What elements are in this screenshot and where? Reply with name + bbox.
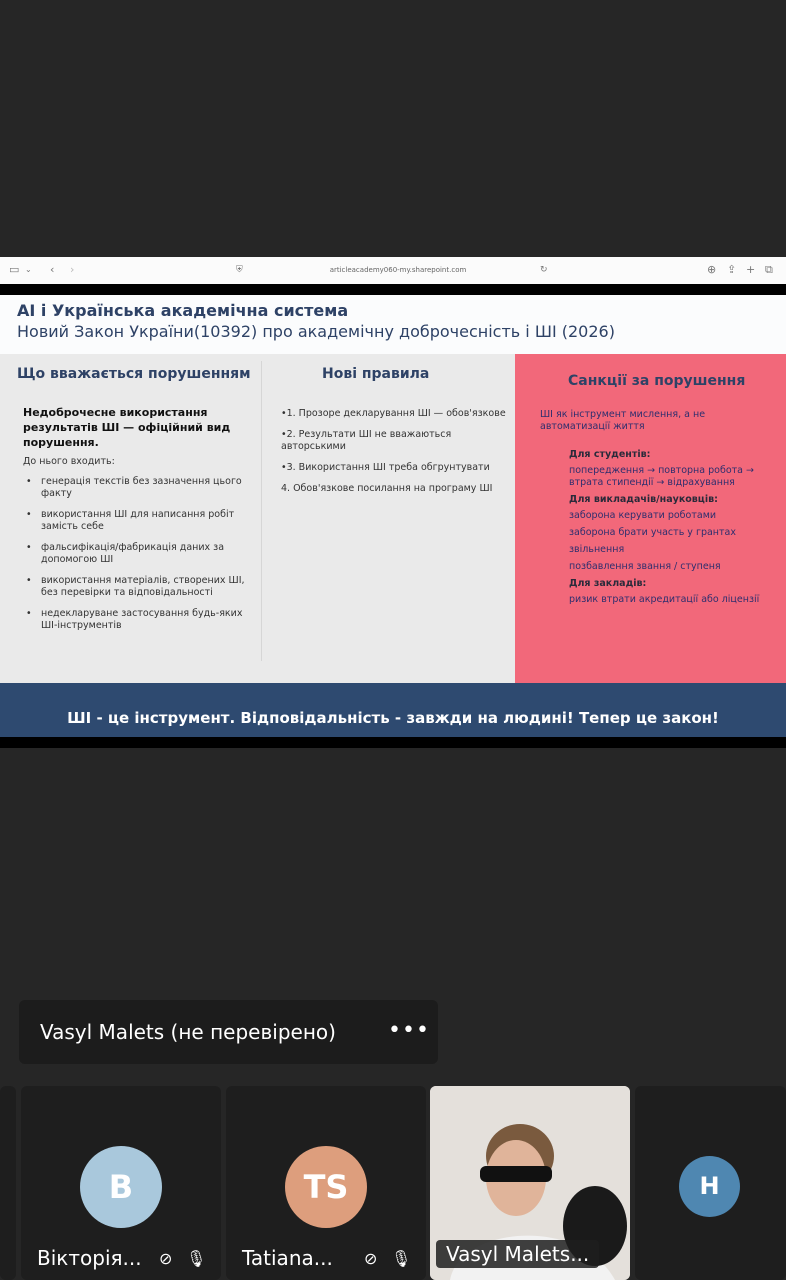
slide-footer-text: ШІ - це інструмент. Відповідальність - завжди на людині! Тепер це закон!	[67, 709, 719, 727]
list-item: •3. Використання ШІ треба обгрунтувати	[281, 462, 490, 473]
avatar: Н	[679, 1156, 740, 1217]
list-item: • використання матеріалів, створених ШІ, без перевірки та відповідальності	[23, 575, 253, 599]
mic-muted-icon: 🎙︎	[186, 1249, 207, 1268]
list-item: •1. Прозоре декларування ШІ — обов'язкове	[281, 408, 506, 419]
list-item: попередження → повторна робота → втрата стипендії → відрахування	[569, 465, 754, 488]
column-divider	[261, 361, 262, 661]
sidebar-icon[interactable]: ▭	[9, 263, 20, 276]
violation-list	[23, 476, 253, 641]
tabs-icon[interactable]: ⧉	[765, 263, 773, 276]
sanctions-list	[569, 449, 769, 611]
camera-off-icon: ⊘	[159, 1249, 173, 1268]
teachers-heading: Для викладачів/науковців:	[569, 494, 718, 505]
camera-off-icon: ⊘	[364, 1249, 378, 1268]
share-icon[interactable]: ⇪	[727, 263, 737, 276]
avatar: В	[80, 1146, 162, 1228]
list-item: ризик втрати акредитації або ліцензії	[569, 594, 760, 605]
sanctions-intro: ШІ як інструмент мислення, а не автоматизації життя	[540, 409, 706, 432]
violation-lead: Недоброчесне використання результатів ШІ — офіційний вид порушення.	[23, 406, 231, 449]
participant-tile-video[interactable]	[430, 1086, 630, 1280]
list-item: • використання ШІ для написання робіт замість себе	[23, 509, 253, 533]
shared-slide	[0, 295, 786, 737]
shield-icon: ⛨	[236, 265, 243, 275]
participant-name: Вікторія...	[37, 1246, 142, 1270]
list-item: звільнення	[569, 544, 625, 555]
students-heading: Для студентів:	[569, 449, 651, 460]
chevron-down-icon[interactable]: ⌄	[25, 265, 32, 274]
participant-tile[interactable]	[635, 1086, 786, 1280]
back-icon[interactable]: ‹	[50, 263, 55, 276]
plus-icon[interactable]: +	[746, 263, 756, 276]
violations-heading: Що вважається порушенням	[17, 366, 251, 382]
more-options-icon[interactable]: •••	[388, 1018, 430, 1043]
sanctions-heading: Санкції за порушення	[568, 373, 746, 389]
list-item: • фальсифікація/фабрикація даних за допомогою ШІ	[23, 542, 253, 566]
mic-muted-icon: 🎙︎	[391, 1249, 412, 1268]
slide-subtitle: Новий Закон України(10392) про академічну доброчесність і ШІ (2026)	[17, 322, 615, 341]
presenter-name: Vasyl Malets (не перевірено)	[40, 1020, 336, 1044]
reload-icon[interactable]: ↻	[540, 265, 548, 275]
list-item: заборона брати участь у грантах	[569, 527, 736, 538]
screen-share-border	[0, 737, 786, 748]
presenter-label	[19, 1000, 438, 1064]
forward-icon[interactable]: ›	[70, 263, 75, 276]
avatar: TS	[285, 1146, 367, 1228]
list-item: • генерація текстів без зазначення цього факту	[23, 476, 253, 500]
list-item: заборона керувати роботами	[569, 510, 717, 521]
rules-list	[281, 408, 506, 504]
list-item: • недекларуване застосування будь-яких ШІ-інструментів	[23, 608, 253, 632]
list-item: 4. Обов'язкове посилання на програму ШІ	[281, 483, 493, 494]
participant-name: Vasyl Malets...	[436, 1240, 599, 1268]
screen-share-border	[0, 284, 786, 295]
institutions-heading: Для закладів:	[569, 578, 647, 589]
participant-name: Tatiana...	[242, 1246, 333, 1270]
list-item: •2. Результати ШІ не вважаються авторськими	[281, 429, 452, 452]
list-item: позбавлення звання / ступеня	[569, 561, 721, 572]
participant-tile[interactable]	[226, 1086, 426, 1280]
participant-tile[interactable]	[21, 1086, 221, 1280]
new-rules-heading: Нові правила	[322, 366, 430, 382]
browser-toolbar	[0, 257, 786, 285]
participant-tile-partial	[0, 1086, 16, 1280]
address-bar[interactable]: articleacademy060-my.sharepoint.com	[329, 266, 467, 274]
slide-title: AI і Українська академічна система	[17, 301, 349, 320]
zoom-icon[interactable]: ⊕	[707, 263, 717, 276]
includes-label: До нього входить:	[23, 456, 115, 467]
